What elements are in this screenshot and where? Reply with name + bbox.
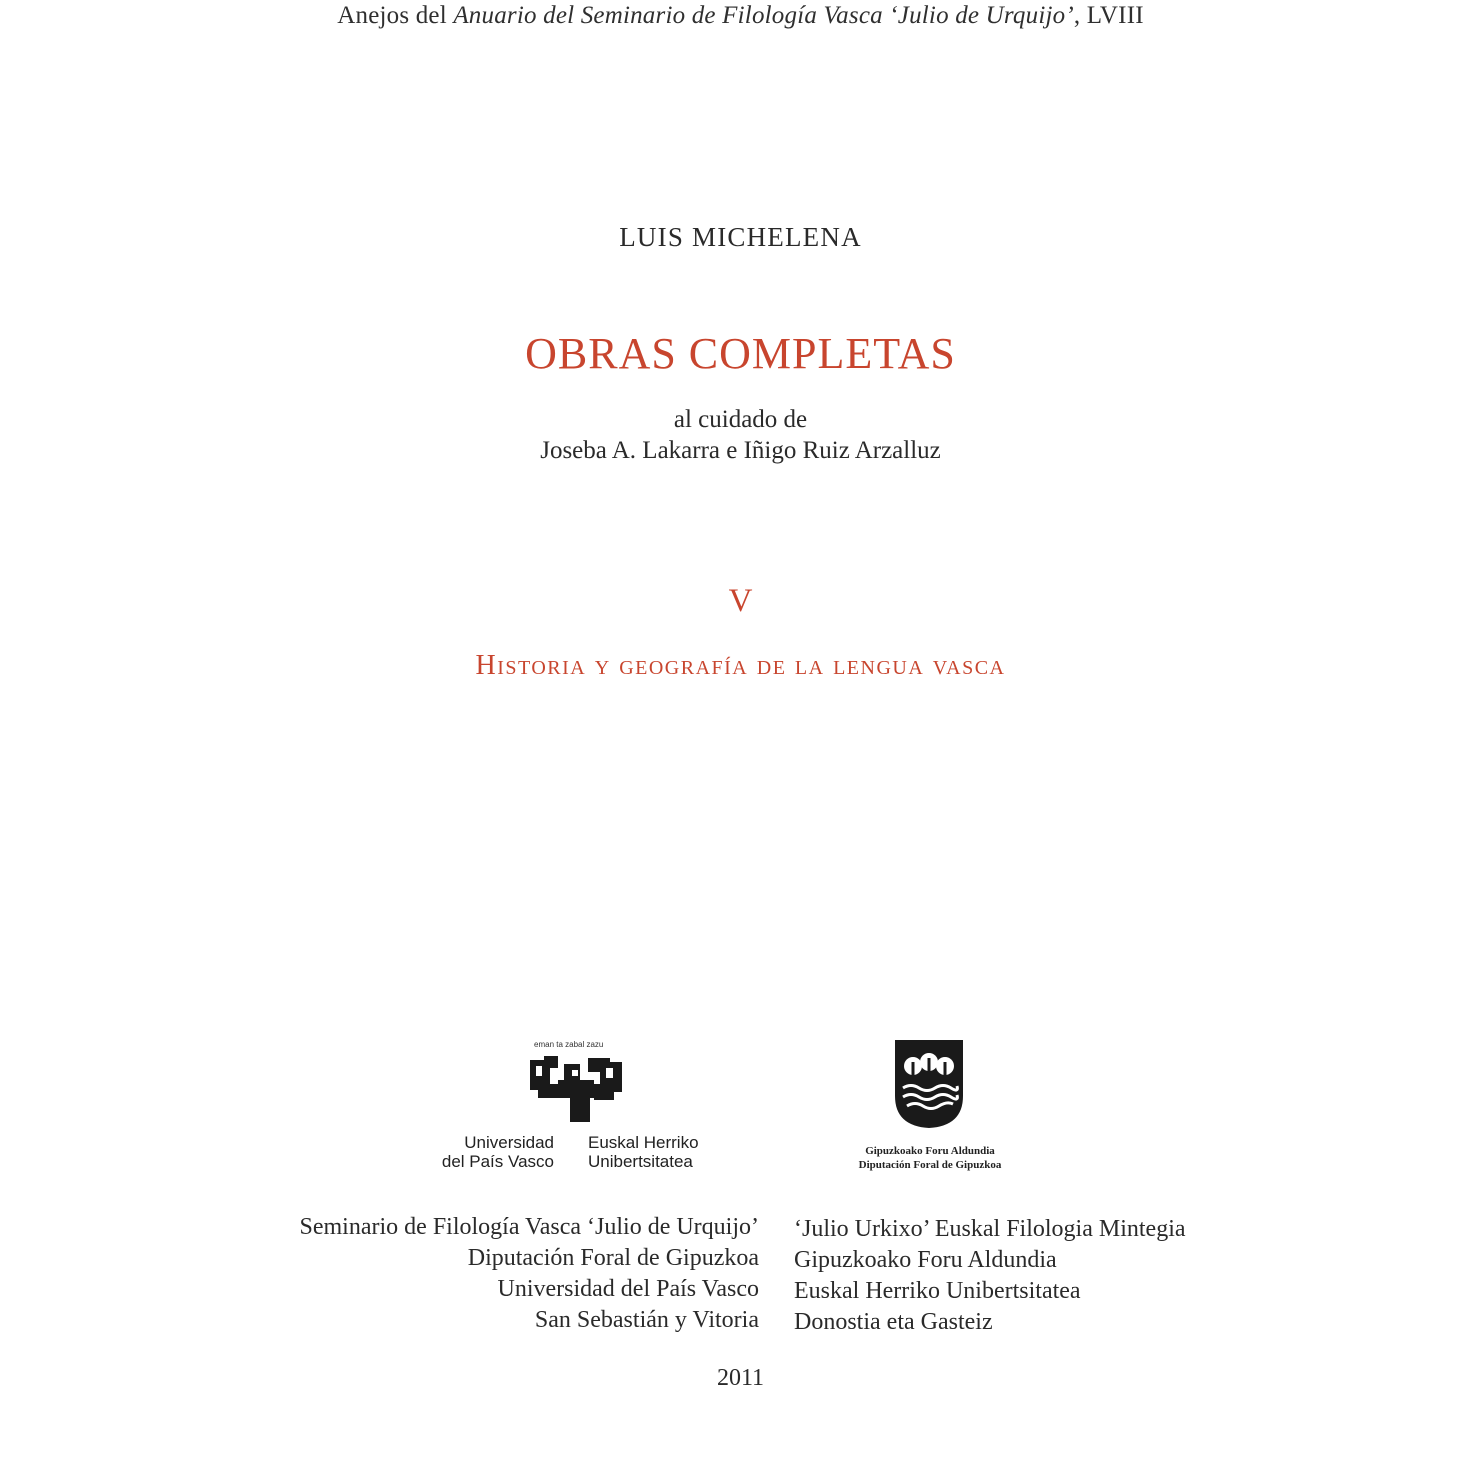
publication-year: 2011 — [716, 1365, 765, 1391]
publisher-line: Euskal Herriko Unibertsitatea — [794, 1278, 1081, 1304]
publisher-line: San Sebastián y Vitoria — [534, 1307, 759, 1333]
gipuzkoa-name-spanish: Diputación Foral de Gipuzkoa — [858, 1159, 1002, 1171]
publishers-spanish — [300, 1212, 759, 1336]
publisher-line: Donostia eta Gasteiz — [794, 1309, 993, 1335]
book-title: OBRAS COMPLETAS — [525, 329, 956, 378]
series-journal-title: Anuario del Seminario de Filología Vasca ‘Julio de Urquijo’ — [453, 2, 1074, 29]
upv-es-line1: Universidad — [464, 1133, 554, 1152]
upv-motto: eman ta zabal zazu — [534, 1040, 604, 1049]
series-line — [0, 2, 1481, 30]
series-number: , LVIII — [1073, 2, 1144, 29]
upv-name-spanish — [442, 1133, 554, 1171]
volume-subtitle: Historia y geografía de la lengua vasca — [475, 650, 1006, 681]
volume-number: V — [728, 583, 753, 619]
editors-intro: al cuidado de — [673, 406, 808, 433]
publishers-basque — [794, 1214, 1186, 1338]
editors-names: Joseba A. Lakarra e Iñigo Ruiz Arzalluz — [540, 437, 941, 464]
publisher-line: Gipuzkoako Foru Aldundia — [794, 1247, 1057, 1273]
publisher-line: Seminario de Filología Vasca ‘Julio de Urquijo’ — [299, 1214, 759, 1240]
gipuzkoa-logo — [830, 1038, 1030, 1178]
upv-es-line2: del País Vasco — [441, 1152, 554, 1171]
gipuzkoa-name-basque: Gipuzkoako Foru Aldundia — [865, 1145, 995, 1157]
publisher-line: Diputación Foral de Gipuzkoa — [467, 1245, 759, 1271]
upv-eu-line2: Unibertsitatea — [588, 1152, 693, 1171]
upv-tree-icon — [528, 1054, 632, 1128]
publisher-line: ‘Julio Urkixo’ Euskal Filologia Mintegia — [794, 1216, 1186, 1242]
author-name: LUIS MICHELENA — [619, 222, 862, 252]
upv-eu-line1: Euskal Herriko — [588, 1133, 699, 1152]
upv-name-basque — [588, 1133, 699, 1171]
gipuzkoa-shield-icon — [893, 1038, 965, 1130]
publisher-line: Universidad del País Vasco — [497, 1276, 759, 1302]
series-prefix: Anejos del — [337, 2, 454, 29]
upv-ehu-logo — [422, 1040, 722, 1180]
